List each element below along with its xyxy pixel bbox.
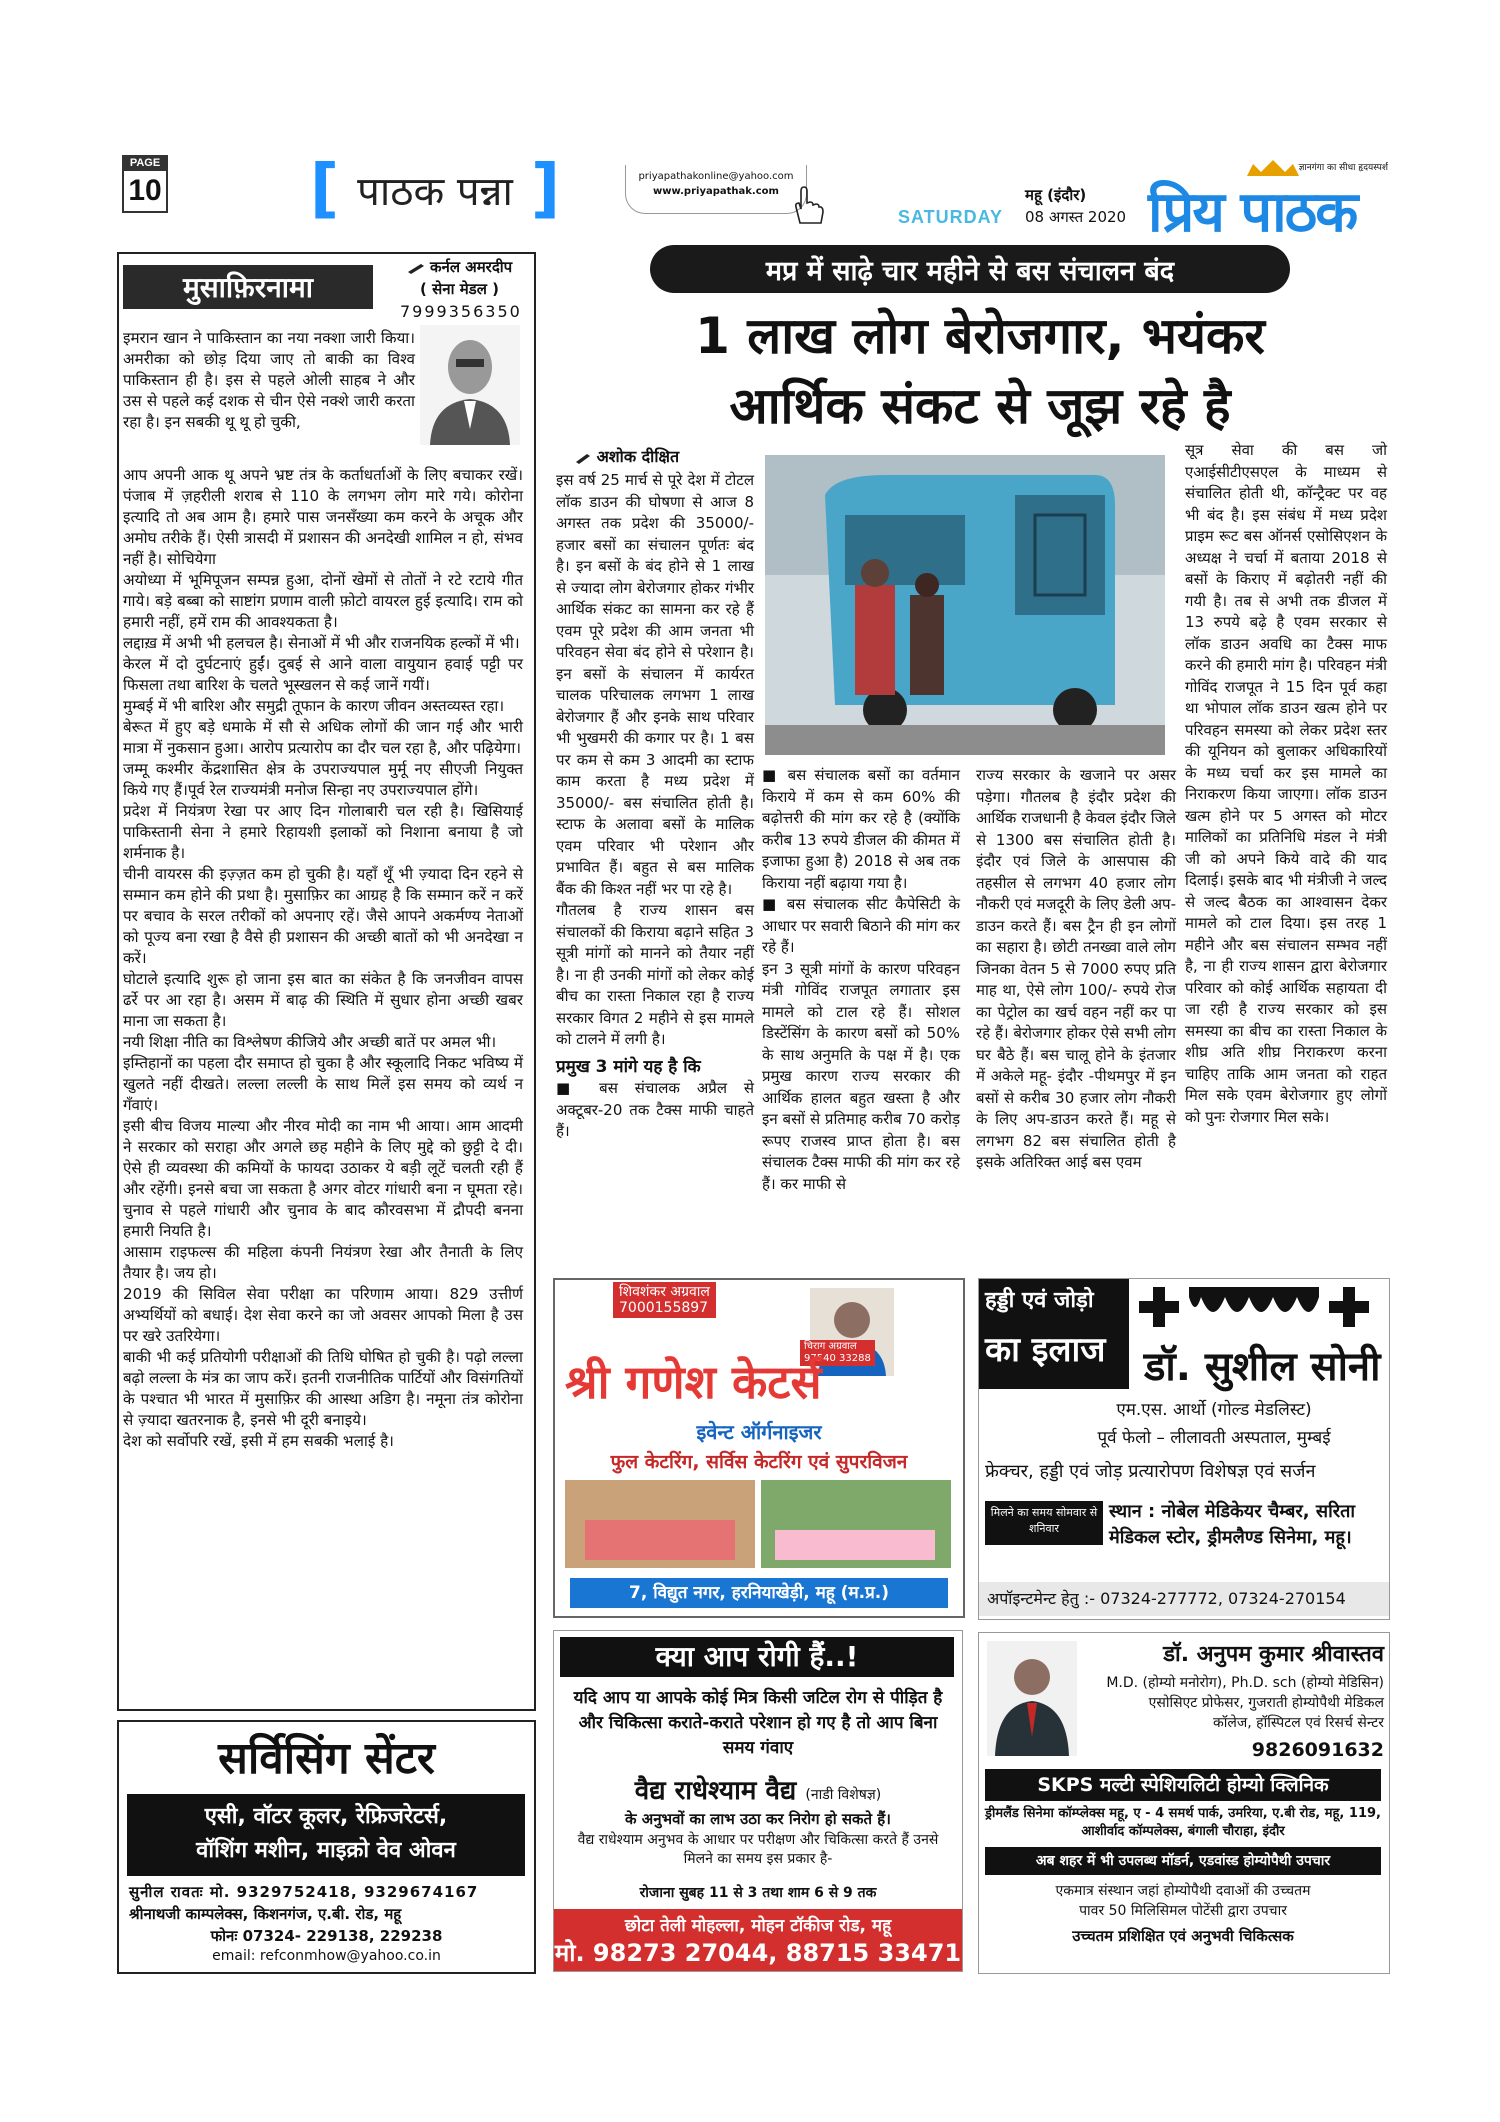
ad-ortho-fellow: पूर्व फेलो – लीलावती अस्पताल, मुम्बई	[1097, 1428, 1331, 1448]
plus-icon	[1329, 1287, 1369, 1327]
pen-icon	[407, 262, 425, 274]
ad-vaidya-phones: मो. 98273 27044, 88715 33471	[554, 1939, 962, 1967]
story-col1-text: इस वर्ष 25 मार्च से पूरे देश में टोटल लॉक डाउन की घोषणा से आज 8 अगस्त तक प्रदेश की 35000/- हजार बसों का संचालन पूर्णतः बंद है। इन बसों के बंद होने से 1 लाख से ज्यादा लोग बेरोजगार होकर गंभीर आर्थिक संकट का सामना कर रहे हैं एवम पूरे प्रदेश की आम जनता भी परिवहन सेवा बंद होने से परेशान है। इन बसों के संचालन में कार्यरत चालक परिचालक लगभग 1 लाख बेरोजगार हैं और इनके साथ परिवार भी भुखमरी की कगार पर है। 1 बस पर कम से कम 3 आदमी का स्टाफ काम करता है मध्य प्रदेश में 35000/- बस संचालित होती है। स्टाफ के अलावा बसों के मालिक एवम परिवार भी परेशान और प्रभावित हैं। बहुत से बस मालिक बैंक की किश्त नहीं भर पा रहे है। गौतलब है राज्य शासन बस संचालकों की किराया बढ़ाने सहित 3 सूत्री मांगों को मानने को तैयार नहीं है। ना ही उनकी मांगों को लेकर कोई बीच का रास्ता निकाल रहा है राज्य सरकार विगत 2 महीने से इस मामले को टालने में लगी है।	[556, 471, 754, 1048]
story-column-2: ■ बस संचालक बसों का वर्तमान किराये में कम से कम 60% की बढ़ोत्तरी की मांग कर रहे है (क्योंकि करीब 13 रुपये डीजल की कीमत में इजाफा हुआ है) 2018 से अब तक किराया नहीं बढ़ाया गया है। ■ बस संचालक सीट कैपेसिटी के आधार पर सवारी बिठाने की मांग कर रहे हैं। इन 3 सूत्री मांगों के कारण परिवहन मंत्री गोविंद राजपूत लगातार इस मामले को टाल रहे हैं। सोशल डिस्टेंसिंग के कारण बसों को 50% के साथ अनुमति के पक्ष में है। एक प्रमुख कारण राज्य सरकार की आर्थिक हालत बहुत खस्ता है और इन बसों से प्रतिमाह करीब 70 करोड़ रूपए राजस्व प्राप्त होता है। बस संचालक टैक्स माफी की मांग कर रहे हैं। कर माफी से	[762, 766, 960, 1193]
ad-homeo-doctor: डॉ. अनुपम कुमार श्रीवास्तव	[1163, 1642, 1384, 1667]
story-subhead: प्रमुख 3 मांगे यह है कि	[556, 1056, 701, 1077]
contact-box	[625, 165, 807, 214]
author-note: ( सेना मेडल )	[420, 280, 499, 298]
headline-line-2: आर्थिक संकट से जूझ रहे है	[729, 377, 1231, 435]
ad-homeopathy	[978, 1632, 1390, 1974]
ad-vaidya-name-text: वैद्य राधेश्याम वैद्य	[634, 1776, 797, 1806]
column-body-text: आप अपनी आक थू अपने भ्रष्ट तंत्र के कर्ताधर्ताओं के लिए बचाकर रखें। पंजाब में ज़हरीली शराब से 110 के लगभग लोग मारे गये। कोरोना इत्यादि तो अब आम है। हमारे पास जनसँख्या कम करने के अचूक और अमोघ तरीके हैं। ऐसी त्रासदी में प्रशासन की अनदेखी शामिल न हो, संभव नहीं है। सोचियेगा अयोध्या में भूमिपूजन सम्पन्न हुआ, दोनों खेमों से तोतों ने रटे रटाये गीत गाये। बड़े बब्बा को साष्टांग प्रणाम वाली फ़ोटो वायरल हुई इत्यादि। राम को हमारी नहीं, हमें राम की आवश्यकता है। लद्दाख़ में अभी भी हलचल है। सेनाओं में भी और राजनयिक हल्कों में भी। केरल में दो दुर्घटनाएं हुईं। दुबई से आने वाला वायुयान हवाई पट्टी पर फिसला तथा बारिश के चलते भूस्खलन से कई जानें गयीं। मुम्बई में भी बारिश और समुद्री तूफान के कारण जीवन अस्तव्यस्त रहा। बेरूत में हुए बड़े धमाके में सौ से अधिक लोगों की जान गई और भारी मात्रा में नुकसान हुआ। आरोप प्रत्यारोप का दौर चल रहा है, और पढ़ियेगा। जम्मू कश्मीर केंद्रशासित क्षेत्र के उपराज्यपाल मुर्मू नए सीएजी नियुक्त किये गए हैं।पूर्व रेल राज्यमंत्री मनोज सिन्हा नए उपराज्यपाल होंगे। प्रदेश में नियंत्रण रेखा पर आए दिन गोलाबारी चल रही है। खिसियाई पाकिस्तानी सेना ने हमारे रिहायशी इलाकों को निशाना बनाया है जो शर्मनाक है। चीनी वायरस की इज़्ज़त कम हो चुकी है। यहाँ थूँ भी ज़्यादा दिन रहने से सम्मान कम होने की प्रथा है। मुसाफ़िर का आग्रह है कि सम्मान करें न करें पर बचाव के सरल तरीकों को अपनाए रहें। जैसे आपने अकर्मण्य नेताओं को पूज्य बना रखा है वैसे ही प्रशासन की अच्छी बातों को भी अनदेखा न करें। घोटाले इत्यादि शुरू हो जाना इस बात का संकेत है कि जनजीवन वापस ढर्रे पर आ रहा है। असम में बाढ़ की स्थिति में सुधार होना अच्छी खबर माना जा सकता है। नयी शिक्षा नीति का विश्लेषण कीजिये और अच्छी बातें पर अमल भी। इम्तिहानों का पहला दौर समाप्त हो चुका है और स्कूलादि निकट भविष्य में खुलते नहीं दीखते। लल्ला लल्ली के साथ मिलें इस समय को व्यर्थ न गँवाएं। इसी बीच विजय माल्या और नीरव मोदी का नाम भी आया। आम आदमी ने सरकार को सराहा और अगले छह महीने के लिए मुद्दे को छुट्टी दे दी। ऐसे ही व्यवस्था की कमियों के फायदा उठाकर ये बड़ी लूटें चलती रही हैं और रहेंगी। इनसे बचा जा सकता है अगर वोटर गांधारी बना न घूमता रहे। चुनाव से पहले गांधारी और चुनाव के बाद कौरवसभा में द्रौपदी बनना हमारी नियति है। आसाम राइफल्स की महिला कंपनी नियंत्रण रेखा और तैनाती के लिए तैयार है। जय हो। 2019 की सिविल सेवा परीक्षा का परिणाम आया। 829 उत्तीर्ण अभ्यर्थियों को बधाई। देश सेवा करने का जो अवसर आपको मिला है उस पर खरे उतरियेगा। बाकी भी कई प्रतियोगी परीक्षाओं की तिथि घोषित हो चुकी है। पढ़ो लल्ला बढ़ो लल्ला के मंत्र का जाप करें। इतनी राजनीतिक पार्टियों और विसंगतियों के पश्चात भी भारत में मुसाफ़िर की आस्था अडिग है। नमूना तंत्र कोरोना से ज़्यादा खतरनाक है, इनसे भी दूरी बनाइये। देश को सर्वोपरि रखें, इसी में हम सबकी भलाई है।	[123, 466, 524, 1450]
ad-address: 7, विद्युत नगर, हरनियाखेड़ी, महू (म.प्र.)	[570, 1578, 948, 1608]
ad-title: श्री गणेश केटर्स	[565, 1355, 822, 1409]
ad-vaidya-name	[562, 1771, 954, 1807]
section-name: पाठक पन्ना	[357, 168, 513, 215]
ad-person-2: चिराग अग्रवाल	[804, 1341, 857, 1352]
ad-service-items-1: एसी, वॉटर कूलर, रेफ्रिजरेटर्स,	[204, 1804, 448, 1829]
ad-ganesh-caterers	[553, 1278, 965, 1618]
website-link[interactable]: www.priyapathak.com	[653, 186, 779, 197]
byline	[575, 445, 679, 467]
place-date	[1025, 184, 1126, 228]
newspaper-logo	[1148, 160, 1398, 245]
ad-homeo-q2: एसोसिएट प्रोफेसर, गुजराती होम्योपैथी मेडिकल	[1148, 1695, 1384, 1711]
ad-orthopedic	[978, 1278, 1390, 1620]
story-col1-end: ■ बस संचालक अप्रैल से अक्टूबर-20 तक टैक्स माफी चाहते हैं।	[556, 1079, 754, 1140]
weekday: SATURDAY	[898, 207, 1004, 227]
ad-vaidya	[553, 1630, 963, 1972]
ad-homeo-banner: अब शहर में भी उपलब्ध मॉडर्न, एडवांस्ड होम्योपैथी उपचार	[985, 1847, 1381, 1875]
ad-service-title: सर्विसिंग सेंटर	[218, 1733, 435, 1784]
pen-icon	[575, 452, 591, 464]
story-kicker: मप्र में साढ़े चार महीने से बस संचालन बंद	[650, 245, 1290, 293]
pointer-hand-icon	[790, 185, 824, 225]
story-column-4: सूत्र सेवा की बस जो एआईसीटीएसएल के माध्यम से संचालित होती थी, कॉन्ट्रैक्ट पर वह भी बंद है। इस संबंध में मध्य प्रदेश प्राइम रूट बस ऑनर्स एसोसिएशन के अध्यक्ष ने चर्चा में बताया 2018 से बसों के किराए में बढ़ोतरी नहीं की गयी है। तब से अभी तक डीजल में 13 रुपये बढ़े है एवम सरकार से लॉक डाउन अवधि का टैक्स माफ करने की हमारी मांग है। परिवहन मंत्री गोविंद राजपूत ने 15 दिन पूर्व कहा था भोपाल लॉक डाउन खत्म होने पर परिवहन समस्या को लेकर प्रदेश स्तर की यूनियन को बुलाकर अधिकारियों के मध्य चर्चा कर इस मामले का निराकरण किया जाएगा। लॉक डाउन खत्म होने पर 5 अगस्त को मोटर मालिकों का प्रतिनिधि मंडल ने मंत्री जी को अपने किये वादे की याद दिलाई। इसके बाद भी मंत्रीजी ने जल्द से जल्द बैठक का आश्वासन देकर मामले को टाल दिया। इस तरह 1 महीने और बस संचालन सम्भव नहीं है, ना ही राज्य शासन द्वारा बेरोजगार परिवार को कोई आर्थिक सहायता दी जा रही है राज्य सरकार को इस समस्या का बीच का रास्ता निकाल के शीघ्र अति शीघ्र निराकरण करना चाहिए ताकि आम जनता को राहत मिल सके एवम बेरोजगार हुए लोगों को पुनः रोजगार मिल सके।	[1185, 441, 1387, 1126]
bracket-left: [	[309, 152, 340, 226]
author-photo	[420, 325, 520, 445]
ad-ortho-band	[979, 1279, 1129, 1389]
ad-ortho-place: स्थान : नोबेल मेडिकेयर चैम्बर, सरिता मेडिकल स्टोर, ड्रीमलैण्ड सिनेमा, महू।	[1109, 1501, 1356, 1548]
ad-phone-2: 97540 33288	[804, 1353, 871, 1364]
ad-servicing-center	[117, 1720, 536, 1974]
ad-vaidya-benefit: के अनुभवों का लाभ उठा कर निरोग हो सकते हैं।	[625, 1810, 891, 1828]
place: महू (इंदौर)	[1025, 186, 1087, 204]
ad-subtitle: इवेन्ट ऑर्गनाइजर	[696, 1420, 822, 1444]
ad-vaidya-timing: रोजाना सुबह 11 से 3 तथा शाम 6 से 9 तक	[639, 1885, 877, 1901]
ad-homeo-qualifications	[1079, 1673, 1384, 1733]
ad-homeo-line-1	[985, 1881, 1381, 1921]
page-label: PAGE	[122, 155, 168, 171]
headline-line-1: 1 लाख लोग बेरोजगार, भयंकर	[695, 307, 1265, 365]
bus-photo	[765, 455, 1165, 755]
ad-vaidya-details: वैद्य राधेश्याम अनुभव के आधार पर परीक्षण और चिकित्सा करते हैं उनसे मिलने का समय इस प्रकार है-	[577, 1832, 939, 1867]
ad-homeo-clinic: SKPS मल्टी स्पेशियलिटी होम्यो क्लिनिक	[985, 1769, 1381, 1801]
ad-ortho-line-a: हड्डी एवं जोड़ो	[985, 1288, 1094, 1313]
plus-icon	[1139, 1287, 1179, 1327]
author-name: कर्नल अमरदीप	[430, 258, 513, 276]
ad-homeo-q3: कॉलेज, हॉस्पिटल एवं रिसर्च सेन्टर	[1212, 1715, 1384, 1731]
ad-homeo-line-1b: पावर 50 मिलिसिमल पोटेंसी द्वारा उपचार	[1079, 1903, 1287, 1919]
ad-vaidya-intro: यदि आप या आपके कोई मित्र किसी जटिल रोग से पीड़ित है और चिकित्सा कराते-कराते परेशान हो गए है तो आप बिना समय गंवाए	[573, 1688, 943, 1758]
ad-homeo-line-1a: एकमात्र संस्थान जहां होम्योपैथी दवाओं की उच्चतम	[1055, 1883, 1311, 1899]
ad-phone-1: 7000155897	[619, 1300, 709, 1316]
ad-homeo-address: ड्रीमलैंड सिनेमा कॉम्प्लेक्स महू, ए - 4 समर्थ पार्क, उमरिया, ए.बी रोड, महू, 119, आशीर्वाद कॉम्पलेक्स, बंगाली चौराहा, इंदौर	[985, 1806, 1381, 1839]
email-text: priyapathakonline@yahoo.com	[638, 171, 794, 182]
logo-text: प्रिय पाठक	[1148, 180, 1357, 245]
page-number: 10	[122, 171, 168, 213]
column-title: मुसाफ़िरनामा	[123, 265, 373, 309]
ad-service-email[interactable]: email: refconmhow@yahoo.co.in	[212, 1948, 441, 1964]
story-column-3: राज्य सरकार के खजाने पर असर पड़ेगा। गौतलब है इंदौर प्रदेश की आर्थिक राजधानी है केवल इंदौर जिले से 1300 बस संचालित होती है। इंदौर एवं जिले के आसपास की तहसील से लगभग 40 हजार लोग नौकरी एवं मजदूरी के लिए डेली अप- डाउन करते हैं। बस ट्रैन ही इन लोगों का सहारा है। छोटी तनख्वा वाले लोग जिनका वेतन 5 से 7000 रुपए प्रति माह था, ऐसे लोग 100/- रुपये रोज का पेट्रोल का खर्च वहन नहीं कर पा रहे हैं। बेरोजगार होकर ऐसे सभी लोग घर बैठे हैं। बस चालू होने के इंतजार में अकेले महू- इंदौर -पीथमपुर में इन बसों से करीब 30 हजार लोग नौकरी के लिए अप-डाउन करते हैं। महू से लगभग 82 बस संचालित होती है इसके अतिरिक्त आई बस एवम	[976, 766, 1176, 1171]
ad-vaidya-head: क्या आप रोगी हैं..!	[560, 1637, 954, 1677]
author-phone: 7999356350	[400, 302, 522, 321]
ad-service-items-2: वॉशिंग मशीन, माइक्रो वेव ओवन	[196, 1838, 456, 1863]
ad-vaidya-contact	[554, 1909, 962, 1971]
story-column-1	[556, 470, 754, 1143]
ad-service-contact: सुनील रावतः मो. 9329752418, 9329674167	[129, 1883, 479, 1901]
ad-homeo-line-2: उच्चतम प्रशिक्षित एवं अनुभवी चिकित्सक	[1072, 1927, 1294, 1945]
ad-homeo-q1: M.D. (होम्यो मनोरोग), Ph.D. sch (होम्यो मेडिसिन)	[1106, 1675, 1384, 1691]
bracket-right: ]	[530, 152, 561, 226]
ad-homeo-phone: 9826091632	[1251, 1739, 1384, 1761]
ad-event-photos	[565, 1480, 951, 1568]
tagline: ज्ञानगंगा का सीधा हृदयस्पर्श	[1298, 163, 1388, 173]
column-author	[392, 256, 527, 300]
ad-contact-1	[613, 1282, 716, 1318]
page-number-box	[122, 155, 168, 223]
ad-ortho-timing: मिलने का समय सोमवार से शनिवार	[985, 1501, 1103, 1545]
ad-ortho-doctor: डॉ. सुशील सोनी	[1144, 1344, 1381, 1390]
ad-doctor-photo	[987, 1641, 1077, 1756]
section-title	[305, 152, 565, 226]
column-intro-text: इमरान खान ने पाकिस्तान का नया नक्शा जारी किया। अमरीका को छोड़ दिया जाए तो बाकी का विश्व पाकिस्तान ही है। इस से पहले ओली साहब ने और उस से पहले कई दशक से चीन ऐसे नक्शे जारी करता रहा है। इन सबकी थू थू हो चुकी,	[123, 329, 415, 431]
ad-ortho-appointment: अपॉइन्टमेन्ट हेतु :- 07324-277772, 07324-270154	[979, 1582, 1389, 1616]
teeth-bones-icon	[1189, 1287, 1319, 1327]
ad-vaidya-address: छोटा तेली मोहल्ला, मोहन टॉकीज रोड, महू	[624, 1916, 892, 1936]
byline-author: अशोक दीक्षित	[596, 447, 680, 466]
ad-service-address: श्रीनाथजी काम्पलेक्स, किशनगंज, ए.बी. रोड, महू	[129, 1905, 402, 1923]
ad-service-items	[127, 1794, 525, 1876]
ad-person-1: शिवशंकर अग्रवाल	[619, 1284, 710, 1300]
ad-service-phone: फोनः 07324- 229138, 229238	[210, 1927, 443, 1945]
ad-services: फुल केटरिंग, सर्विस केटरिंग एवं सुपरविजन	[610, 1451, 908, 1473]
ad-ortho-degree: एम.एस. आर्थो (गोल्ड मेडलिस्ट)	[1116, 1400, 1312, 1420]
ad-vaidya-note: (नाडी विशेषज्ञ)	[805, 1787, 882, 1803]
date: 08 अगस्त 2020	[1025, 208, 1127, 226]
ad-ortho-line-b: का इलाज	[985, 1330, 1106, 1370]
ad-ortho-speciality: फ्रेक्चर, हड्डी एवं जोड़ प्रत्यारोपण विशेषज्ञ एवं सर्जन	[985, 1461, 1316, 1482]
